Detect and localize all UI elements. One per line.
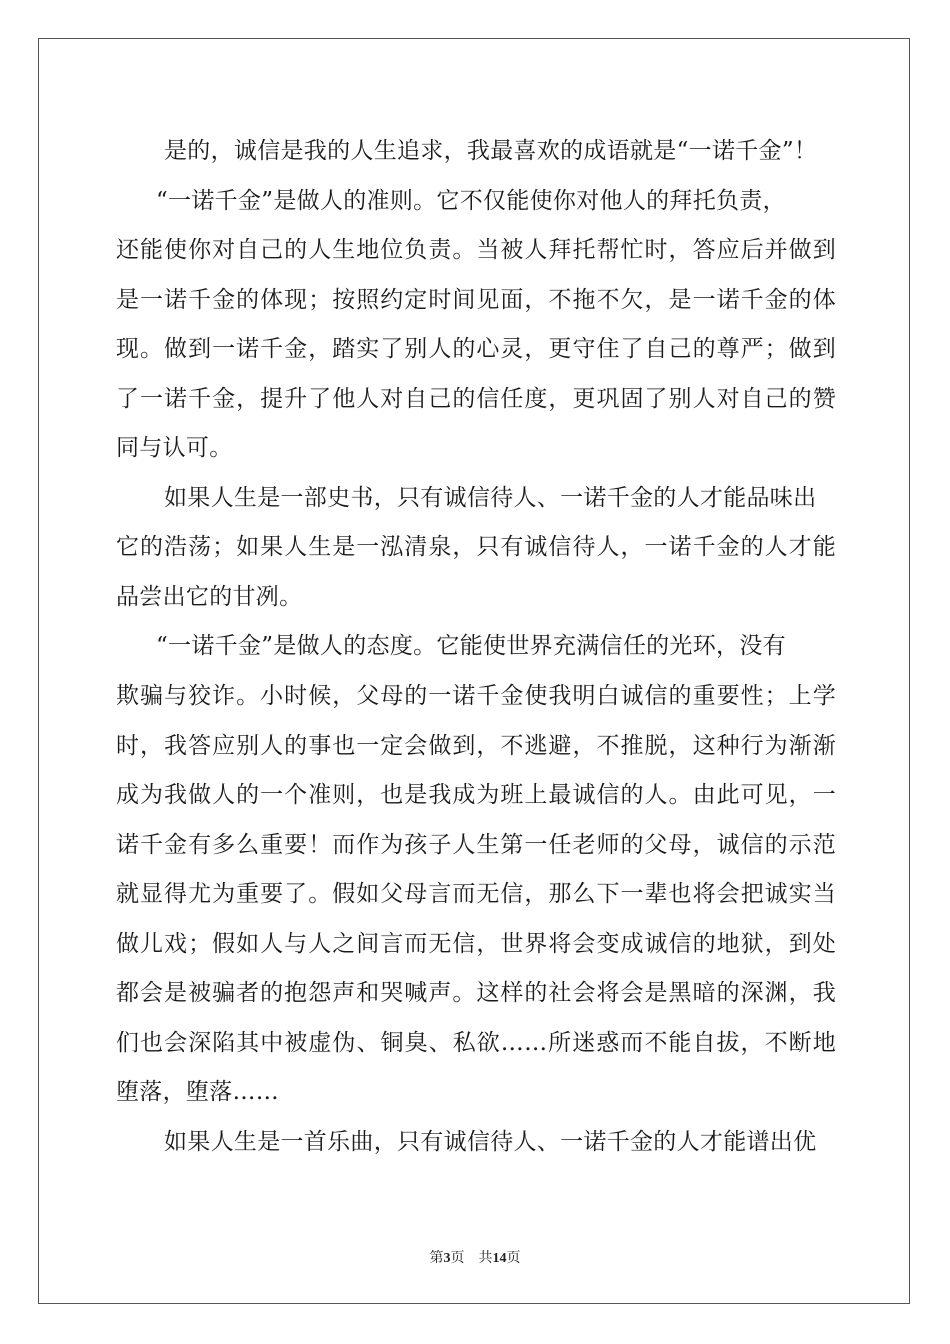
text-line: 们也会深陷其中被虚伪、铜臭、私欲……所迷惑而不能自拔，不断地 bbox=[116, 1029, 836, 1056]
page-number: 3 bbox=[443, 1251, 451, 1266]
text-line: 是的，诚信是我的人生追求，我最喜欢的成语就是“一诺千金”！ bbox=[164, 138, 818, 164]
text-line: 还能使你对自己的人生地位负责。当被人拜托帮忙时，答应后并做到 bbox=[116, 237, 836, 264]
text-line: 如果人生是一部史书，只有诚信待人、一诺千金的人才能品味出 bbox=[164, 484, 817, 511]
text-line: 时，我答应别人的事也一定会做到，不逃避，不推脱，这种行为渐渐 bbox=[116, 732, 836, 759]
text-line: 同与认可。 bbox=[116, 435, 233, 462]
text-line: 就显得尤为重要了。假如父母言而无信，那么下一辈也将会把诚实当 bbox=[116, 881, 836, 908]
text-line: “一诺千金”是做人的态度。它能使世界充满信任的光环，没有 bbox=[156, 633, 786, 660]
page-suffix: 页 bbox=[450, 1251, 465, 1266]
document-body bbox=[116, 127, 836, 1167]
text-line: 堕落，堕落…… bbox=[116, 1079, 280, 1106]
text-line: 现。做到一诺千金，踏实了别人的心灵，更守住了自己的尊严；做到 bbox=[116, 336, 836, 363]
total-prefix: 共 bbox=[478, 1251, 493, 1266]
page-prefix: 第 bbox=[429, 1251, 444, 1266]
text-line: 它的浩荡；如果人生是一泓清泉，只有诚信待人，一诺千金的人才能 bbox=[116, 534, 836, 561]
total-suffix: 页 bbox=[506, 1251, 521, 1266]
text-line: 诺千金有多么重要！而作为孩子人生第一任老师的父母，诚信的示范 bbox=[116, 831, 836, 858]
page-footer bbox=[0, 1247, 950, 1267]
total-pages: 14 bbox=[492, 1251, 507, 1266]
text-line: “一诺千金”是做人的准则。它不仅能使你对他人的拜托负责， bbox=[156, 187, 786, 214]
text-line: 是一诺千金的体现；按照约定时间见面，不拖不欠，是一诺千金的体 bbox=[116, 286, 836, 313]
text-line: 了一诺千金，提升了他人对自己的信任度，更巩固了别人对自己的赞 bbox=[116, 385, 836, 412]
text-line: 成为我做人的一个准则，也是我成为班上最诚信的人。由此可见，一 bbox=[116, 782, 836, 809]
text-line: 如果人生是一首乐曲，只有诚信待人、一诺千金的人才能谱出优 bbox=[164, 1128, 817, 1155]
text-line: 做儿戏；假如人与人之间言而无信，世界将会变成诚信的地狱，到处 bbox=[116, 930, 836, 957]
text-line: 都会是被骗者的抱怨声和哭喊声。这样的社会将会是黑暗的深渊，我 bbox=[116, 980, 836, 1007]
text-line: 欺骗与狡诈。小时候，父母的一诺千金使我明白诚信的重要性；上学 bbox=[116, 683, 836, 710]
text-line: 品尝出它的甘冽。 bbox=[116, 583, 303, 610]
